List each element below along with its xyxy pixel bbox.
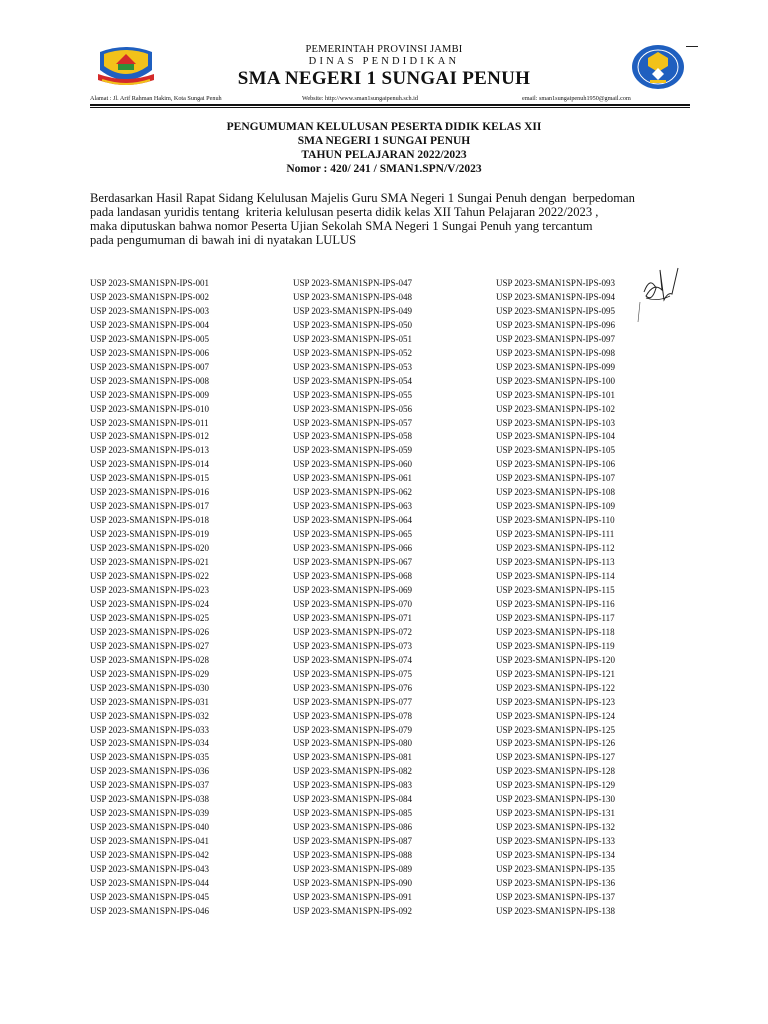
candidate-number: USP 2023-SMAN1SPN-IPS-122: [496, 682, 615, 693]
candidate-number: USP 2023-SMAN1SPN-IPS-107: [496, 473, 615, 484]
candidate-number: USP 2023-SMAN1SPN-IPS-104: [496, 431, 615, 442]
candidate-number: USP 2023-SMAN1SPN-IPS-022: [90, 571, 209, 582]
candidate-number: USP 2023-SMAN1SPN-IPS-090: [293, 877, 412, 888]
candidate-number: USP 2023-SMAN1SPN-IPS-115: [496, 584, 615, 595]
candidate-number: USP 2023-SMAN1SPN-IPS-005: [90, 333, 209, 344]
paragraph-line: maka diputuskan bahwa nomor Peserta Ujian Sekolah SMA Negeri 1 Sungai Penuh yang tercantum: [90, 219, 593, 233]
candidate-number: USP 2023-SMAN1SPN-IPS-013: [90, 445, 209, 456]
candidate-number: USP 2023-SMAN1SPN-IPS-011: [90, 417, 209, 428]
candidate-number: USP 2023-SMAN1SPN-IPS-052: [293, 347, 412, 358]
candidate-number: USP 2023-SMAN1SPN-IPS-020: [90, 543, 209, 554]
candidate-number: USP 2023-SMAN1SPN-IPS-069: [293, 584, 412, 595]
candidate-number: USP 2023-SMAN1SPN-IPS-098: [496, 347, 615, 358]
candidate-number: USP 2023-SMAN1SPN-IPS-119: [496, 640, 615, 651]
candidate-number: USP 2023-SMAN1SPN-IPS-036: [90, 766, 209, 777]
candidate-number: USP 2023-SMAN1SPN-IPS-132: [496, 822, 615, 833]
candidate-number: USP 2023-SMAN1SPN-IPS-012: [90, 431, 209, 442]
candidate-number: USP 2023-SMAN1SPN-IPS-137: [496, 891, 615, 902]
candidate-number: USP 2023-SMAN1SPN-IPS-067: [293, 557, 412, 568]
candidate-number: USP 2023-SMAN1SPN-IPS-120: [496, 654, 615, 665]
candidate-number: USP 2023-SMAN1SPN-IPS-131: [496, 808, 615, 819]
candidate-number: USP 2023-SMAN1SPN-IPS-088: [293, 850, 412, 861]
candidate-number: USP 2023-SMAN1SPN-IPS-041: [90, 836, 209, 847]
government-name: PEMERINTAH PROVINSI JAMBI: [305, 44, 463, 55]
candidate-number: USP 2023-SMAN1SPN-IPS-100: [496, 375, 615, 386]
candidate-number: USP 2023-SMAN1SPN-IPS-063: [293, 501, 412, 512]
announcement-number: Nomor : 420/ 241 / SMAN1.SPN/V/2023: [286, 163, 482, 175]
candidate-number: USP 2023-SMAN1SPN-IPS-049: [293, 305, 412, 316]
number-column-1: [90, 277, 209, 919]
candidate-number: USP 2023-SMAN1SPN-IPS-077: [293, 696, 412, 707]
candidate-number: USP 2023-SMAN1SPN-IPS-138: [496, 905, 615, 916]
announcement-year: TAHUN PELAJARAN 2022/2023: [301, 149, 467, 161]
website-text: Website: http://www.sman1sungaipenuh.sch.id: [302, 95, 418, 102]
candidate-number: USP 2023-SMAN1SPN-IPS-117: [496, 612, 615, 623]
candidate-number: USP 2023-SMAN1SPN-IPS-128: [496, 766, 615, 777]
candidate-number: USP 2023-SMAN1SPN-IPS-103: [496, 417, 615, 428]
candidate-number: USP 2023-SMAN1SPN-IPS-003: [90, 305, 209, 316]
candidate-number: USP 2023-SMAN1SPN-IPS-027: [90, 640, 209, 651]
candidate-number: USP 2023-SMAN1SPN-IPS-062: [293, 487, 412, 498]
candidate-number: USP 2023-SMAN1SPN-IPS-008: [90, 375, 209, 386]
handwritten-signature-icon: [636, 262, 682, 324]
candidate-number: USP 2023-SMAN1SPN-IPS-095: [496, 305, 615, 316]
candidate-number: USP 2023-SMAN1SPN-IPS-026: [90, 626, 209, 637]
candidate-number: USP 2023-SMAN1SPN-IPS-060: [293, 459, 412, 470]
candidate-number: USP 2023-SMAN1SPN-IPS-035: [90, 752, 209, 763]
candidate-number: USP 2023-SMAN1SPN-IPS-034: [90, 738, 209, 749]
number-column-2: [293, 277, 412, 919]
candidate-number: USP 2023-SMAN1SPN-IPS-083: [293, 780, 412, 791]
candidate-number: USP 2023-SMAN1SPN-IPS-087: [293, 836, 412, 847]
candidate-number: USP 2023-SMAN1SPN-IPS-076: [293, 682, 412, 693]
candidate-number: USP 2023-SMAN1SPN-IPS-025: [90, 612, 209, 623]
candidate-number: USP 2023-SMAN1SPN-IPS-002: [90, 291, 209, 302]
candidate-number: USP 2023-SMAN1SPN-IPS-059: [293, 445, 412, 456]
candidate-number: USP 2023-SMAN1SPN-IPS-007: [90, 361, 209, 372]
candidate-number: USP 2023-SMAN1SPN-IPS-081: [293, 752, 412, 763]
number-column-3: [496, 277, 615, 919]
candidate-number: USP 2023-SMAN1SPN-IPS-015: [90, 473, 209, 484]
candidate-number: USP 2023-SMAN1SPN-IPS-033: [90, 724, 209, 735]
candidate-number: USP 2023-SMAN1SPN-IPS-010: [90, 403, 209, 414]
candidate-number: USP 2023-SMAN1SPN-IPS-125: [496, 724, 615, 735]
candidate-number: USP 2023-SMAN1SPN-IPS-118: [496, 626, 615, 637]
candidate-number: USP 2023-SMAN1SPN-IPS-038: [90, 794, 209, 805]
candidate-number: USP 2023-SMAN1SPN-IPS-050: [293, 319, 412, 330]
candidate-number: USP 2023-SMAN1SPN-IPS-101: [496, 389, 615, 400]
candidate-number: USP 2023-SMAN1SPN-IPS-039: [90, 808, 209, 819]
candidate-number: USP 2023-SMAN1SPN-IPS-055: [293, 389, 412, 400]
candidate-number: USP 2023-SMAN1SPN-IPS-018: [90, 515, 209, 526]
email-text: email: sman1sungaipenuh1950@gmail.com: [522, 95, 631, 102]
candidate-number: USP 2023-SMAN1SPN-IPS-044: [90, 877, 209, 888]
candidate-number: USP 2023-SMAN1SPN-IPS-023: [90, 584, 209, 595]
candidate-number: USP 2023-SMAN1SPN-IPS-113: [496, 557, 615, 568]
candidate-number: USP 2023-SMAN1SPN-IPS-065: [293, 529, 412, 540]
candidate-number: USP 2023-SMAN1SPN-IPS-064: [293, 515, 412, 526]
candidate-number: USP 2023-SMAN1SPN-IPS-073: [293, 640, 412, 651]
candidate-number: USP 2023-SMAN1SPN-IPS-072: [293, 626, 412, 637]
candidate-number: USP 2023-SMAN1SPN-IPS-006: [90, 347, 209, 358]
candidate-number: USP 2023-SMAN1SPN-IPS-124: [496, 710, 615, 721]
candidate-number: USP 2023-SMAN1SPN-IPS-046: [90, 905, 209, 916]
candidate-number: USP 2023-SMAN1SPN-IPS-068: [293, 571, 412, 582]
candidate-number: USP 2023-SMAN1SPN-IPS-127: [496, 752, 615, 763]
candidate-number: USP 2023-SMAN1SPN-IPS-082: [293, 766, 412, 777]
header-divider-thick: [90, 104, 690, 106]
candidate-number: USP 2023-SMAN1SPN-IPS-019: [90, 529, 209, 540]
candidate-number: USP 2023-SMAN1SPN-IPS-105: [496, 445, 615, 456]
candidate-number: USP 2023-SMAN1SPN-IPS-106: [496, 459, 615, 470]
candidate-number: USP 2023-SMAN1SPN-IPS-085: [293, 808, 412, 819]
candidate-number: USP 2023-SMAN1SPN-IPS-111: [496, 529, 615, 540]
candidate-number: USP 2023-SMAN1SPN-IPS-004: [90, 319, 209, 330]
candidate-number: USP 2023-SMAN1SPN-IPS-054: [293, 375, 412, 386]
candidate-number: USP 2023-SMAN1SPN-IPS-094: [496, 291, 615, 302]
candidate-number: USP 2023-SMAN1SPN-IPS-045: [90, 891, 209, 902]
candidate-number: USP 2023-SMAN1SPN-IPS-001: [90, 278, 209, 288]
candidate-number: USP 2023-SMAN1SPN-IPS-135: [496, 864, 615, 875]
candidate-number: USP 2023-SMAN1SPN-IPS-091: [293, 891, 412, 902]
candidate-number: USP 2023-SMAN1SPN-IPS-136: [496, 877, 615, 888]
paragraph-line: pada landasan yuridis tentang kriteria kelulusan peserta didik kelas XII Tahun Pelajaran 2022/2023 ,: [90, 205, 599, 219]
candidate-number: USP 2023-SMAN1SPN-IPS-058: [293, 431, 412, 442]
candidate-number: USP 2023-SMAN1SPN-IPS-057: [293, 417, 412, 428]
candidate-number: USP 2023-SMAN1SPN-IPS-080: [293, 738, 412, 749]
candidate-number: USP 2023-SMAN1SPN-IPS-110: [496, 515, 615, 526]
candidate-number: USP 2023-SMAN1SPN-IPS-009: [90, 389, 209, 400]
candidate-number: USP 2023-SMAN1SPN-IPS-089: [293, 864, 412, 875]
candidate-number: USP 2023-SMAN1SPN-IPS-017: [90, 501, 209, 512]
candidate-number: USP 2023-SMAN1SPN-IPS-092: [293, 905, 412, 916]
agency-name: DINAS PENDIDIKAN: [308, 56, 460, 67]
candidate-number: USP 2023-SMAN1SPN-IPS-078: [293, 710, 412, 721]
candidate-number: USP 2023-SMAN1SPN-IPS-031: [90, 696, 209, 707]
candidate-number: USP 2023-SMAN1SPN-IPS-129: [496, 780, 615, 791]
candidate-number: USP 2023-SMAN1SPN-IPS-102: [496, 403, 615, 414]
candidate-number: USP 2023-SMAN1SPN-IPS-066: [293, 543, 412, 554]
announcement-title: PENGUMUMAN KELULUSAN PESERTA DIDIK KELAS XII: [226, 121, 542, 133]
school-name: SMA NEGERI 1 SUNGAI PENUH: [237, 68, 531, 89]
candidate-number: USP 2023-SMAN1SPN-IPS-040: [90, 822, 209, 833]
announcement-school: SMA NEGERI 1 SUNGAI PENUH: [297, 135, 471, 147]
candidate-number: USP 2023-SMAN1SPN-IPS-086: [293, 822, 412, 833]
candidate-number: USP 2023-SMAN1SPN-IPS-123: [496, 696, 615, 707]
candidate-number: USP 2023-SMAN1SPN-IPS-047: [293, 278, 412, 288]
candidate-number: USP 2023-SMAN1SPN-IPS-084: [293, 794, 412, 805]
candidate-number: USP 2023-SMAN1SPN-IPS-032: [90, 710, 209, 721]
candidate-number: USP 2023-SMAN1SPN-IPS-093: [496, 278, 615, 288]
candidate-number: USP 2023-SMAN1SPN-IPS-116: [496, 598, 615, 609]
candidate-number: USP 2023-SMAN1SPN-IPS-075: [293, 668, 412, 679]
candidate-number: USP 2023-SMAN1SPN-IPS-070: [293, 598, 412, 609]
candidate-number: USP 2023-SMAN1SPN-IPS-037: [90, 780, 209, 791]
candidate-number: USP 2023-SMAN1SPN-IPS-099: [496, 361, 615, 372]
candidate-number: USP 2023-SMAN1SPN-IPS-108: [496, 487, 615, 498]
candidate-number: USP 2023-SMAN1SPN-IPS-048: [293, 291, 412, 302]
candidate-number: USP 2023-SMAN1SPN-IPS-097: [496, 333, 615, 344]
paragraph-line: pada pengumuman di bawah ini di nyatakan LULUS: [90, 233, 357, 247]
header-divider-thin: [90, 107, 690, 108]
candidate-number: USP 2023-SMAN1SPN-IPS-028: [90, 654, 209, 665]
candidate-number: USP 2023-SMAN1SPN-IPS-042: [90, 850, 209, 861]
candidate-number: USP 2023-SMAN1SPN-IPS-130: [496, 794, 615, 805]
candidate-number: USP 2023-SMAN1SPN-IPS-121: [496, 668, 615, 679]
candidate-number: USP 2023-SMAN1SPN-IPS-061: [293, 473, 412, 484]
candidate-number: USP 2023-SMAN1SPN-IPS-014: [90, 459, 209, 470]
candidate-number: USP 2023-SMAN1SPN-IPS-126: [496, 738, 615, 749]
candidate-number: USP 2023-SMAN1SPN-IPS-053: [293, 361, 412, 372]
address-text: Alamat : Jl. Arif Rahman Hakim, Kota Sungai Penuh: [90, 95, 222, 102]
candidate-number: USP 2023-SMAN1SPN-IPS-024: [90, 598, 209, 609]
candidate-number: USP 2023-SMAN1SPN-IPS-043: [90, 864, 209, 875]
paragraph-line: Berdasarkan Hasil Rapat Sidang Kelulusan Majelis Guru SMA Negeri 1 Sungai Penuh dengan berpedoman: [90, 191, 635, 205]
candidate-number: USP 2023-SMAN1SPN-IPS-016: [90, 487, 209, 498]
candidate-number: USP 2023-SMAN1SPN-IPS-074: [293, 654, 412, 665]
candidate-number: USP 2023-SMAN1SPN-IPS-051: [293, 333, 412, 344]
candidate-number: USP 2023-SMAN1SPN-IPS-134: [496, 850, 615, 861]
candidate-number: USP 2023-SMAN1SPN-IPS-133: [496, 836, 615, 847]
candidate-number: USP 2023-SMAN1SPN-IPS-114: [496, 571, 615, 582]
candidate-number: USP 2023-SMAN1SPN-IPS-109: [496, 501, 615, 512]
candidate-number: USP 2023-SMAN1SPN-IPS-079: [293, 724, 412, 735]
candidate-number: USP 2023-SMAN1SPN-IPS-112: [496, 543, 615, 554]
candidate-number: USP 2023-SMAN1SPN-IPS-030: [90, 682, 209, 693]
candidate-number: USP 2023-SMAN1SPN-IPS-071: [293, 612, 412, 623]
candidate-number: USP 2023-SMAN1SPN-IPS-021: [90, 557, 209, 568]
candidate-number: USP 2023-SMAN1SPN-IPS-056: [293, 403, 412, 414]
candidate-number: USP 2023-SMAN1SPN-IPS-029: [90, 668, 209, 679]
candidate-number: USP 2023-SMAN1SPN-IPS-096: [496, 319, 615, 330]
